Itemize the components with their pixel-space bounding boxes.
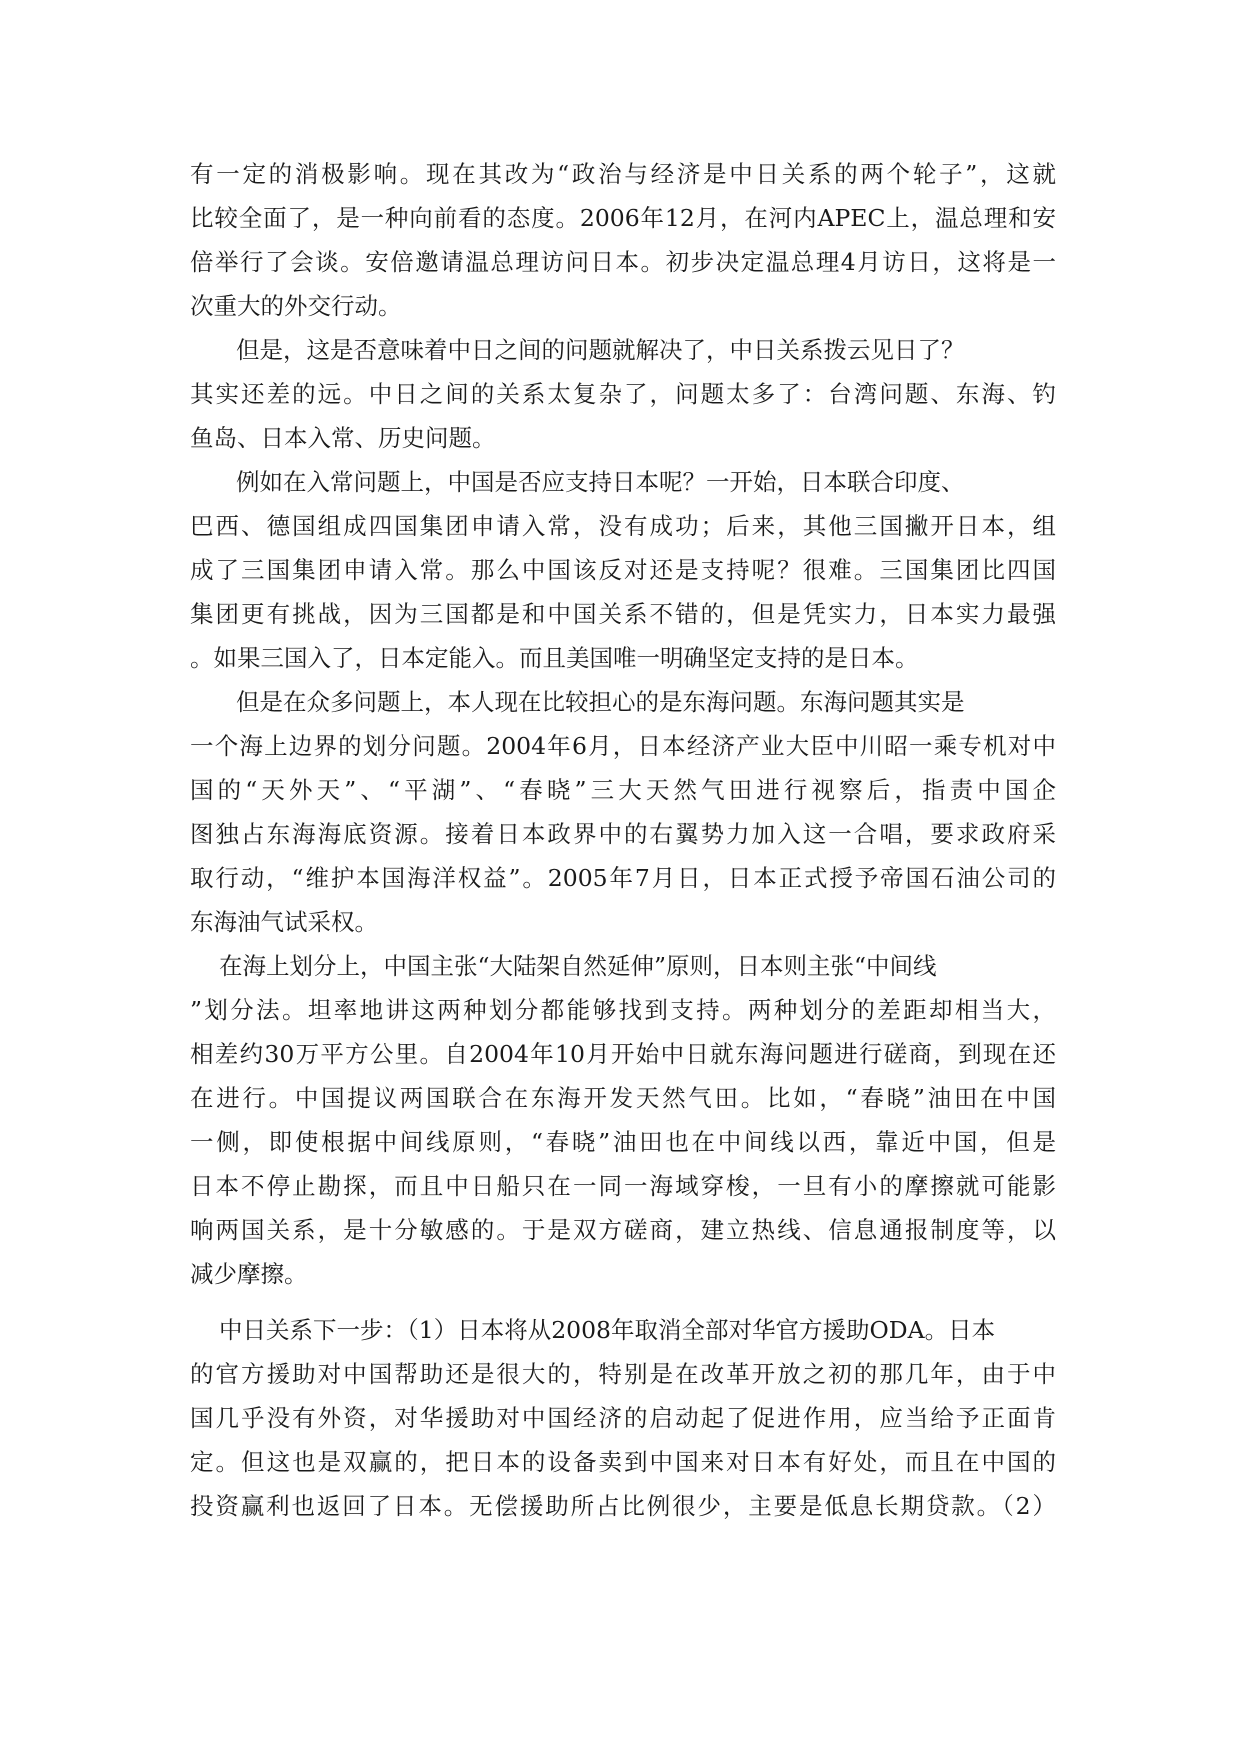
text-line: 一侧，即使根据中间线原则，“春晓”油田也在中间线以西，靠近中国，但是 bbox=[190, 1128, 1056, 1156]
text-line: ”划分法。坦率地讲这两种划分都能够找到支持。两种划分的差距却相当大， bbox=[190, 996, 1056, 1024]
text-line: 倍举行了会谈。安倍邀请温总理访问日本。初步决定温总理4月访日，这将是一 bbox=[190, 248, 1056, 276]
text-line: 有一定的消极影响。现在其改为“政治与经济是中日关系的两个轮子”，这就 bbox=[190, 160, 1056, 188]
text-line: 相差约30万平方公里。自2004年10月开始中日就东海问题进行磋商，到现在还 bbox=[190, 1040, 1056, 1068]
text-line: 的官方援助对中国帮助还是很大的，特别是在改革开放之初的那几年，由于中 bbox=[190, 1360, 1056, 1388]
text-line: 一个海上边界的划分问题。2004年6月，日本经济产业大臣中川昭一乘专机对中 bbox=[190, 732, 1056, 760]
text-line: 图独占东海海底资源。接着日本政界中的右翼势力加入这一合唱，要求政府采 bbox=[190, 820, 1056, 848]
paragraph-3 bbox=[190, 460, 1056, 680]
text-line: 巴西、德国组成四国集团申请入常，没有成功；后来，其他三国撇开日本，组 bbox=[190, 512, 1056, 540]
text-line: 集团更有挑战，因为三国都是和中国关系不错的，但是凭实力，日本实力最强 bbox=[190, 600, 1056, 628]
paragraph-5 bbox=[190, 944, 1056, 1296]
paragraph-4 bbox=[190, 680, 1056, 944]
text-line: 例如在入常问题上，中国是否应支持日本呢？一开始，日本联合印度、 bbox=[236, 468, 965, 496]
text-line: 减少摩擦。 bbox=[190, 1260, 308, 1288]
text-line: 日本不停止勘探，而且中日船只在一同一海域穿梭，一旦有小的摩擦就可能影 bbox=[190, 1172, 1056, 1200]
text-line: 中日关系下一步：（1）日本将从2008年取消全部对华官方援助ODA。日本 bbox=[219, 1316, 996, 1344]
text-line: 比较全面了，是一种向前看的态度。2006年12月，在河内APEC上，温总理和安 bbox=[190, 204, 1056, 232]
text-line: 但是在众多问题上，本人现在比较担心的是东海问题。东海问题其实是 bbox=[236, 688, 965, 716]
paragraph-2 bbox=[190, 328, 1056, 460]
text-line: 在海上划分上，中国主张“大陆架自然延伸”原则，日本则主张“中间线 bbox=[219, 952, 937, 980]
paragraph-6 bbox=[190, 1308, 1056, 1528]
paragraph-1 bbox=[190, 152, 1056, 328]
text-line: 。如果三国入了，日本定能入。而且美国唯一明确坚定支持的是日本。 bbox=[190, 644, 919, 672]
text-line: 成了三国集团申请入常。那么中国该反对还是支持呢？很难。三国集团比四国 bbox=[190, 556, 1056, 584]
text-line: 其实还差的远。中日之间的关系太复杂了，问题太多了：台湾问题、东海、钓 bbox=[190, 380, 1056, 408]
text-line: 定。但这也是双赢的，把日本的设备卖到中国来对日本有好处，而且在中国的 bbox=[190, 1448, 1056, 1476]
text-line: 取行动，“维护本国海洋权益”。2005年7月日，日本正式授予帝国石油公司的 bbox=[190, 864, 1056, 892]
text-line: 但是，这是否意味着中日之间的问题就解决了，中日关系拨云见日了？ bbox=[236, 336, 965, 364]
text-line: 在进行。中国提议两国联合在东海开发天然气田。比如，“春晓”油田在中国 bbox=[190, 1084, 1056, 1112]
text-line: 东海油气试采权。 bbox=[190, 908, 378, 936]
text-line: 国几乎没有外资，对华援助对中国经济的启动起了促进作用，应当给予正面肯 bbox=[190, 1404, 1056, 1432]
text-line: 响两国关系，是十分敏感的。于是双方磋商，建立热线、信息通报制度等，以 bbox=[190, 1216, 1056, 1244]
text-line: 国的“天外天”、“平湖”、“春晓”三大天然气田进行视察后，指责中国企 bbox=[190, 776, 1056, 804]
text-line: 次重大的外交行动。 bbox=[190, 292, 402, 320]
text-line: 投资赢利也返回了日本。无偿援助所占比例很少，主要是低息长期贷款。（2） bbox=[190, 1492, 1056, 1520]
text-line: 鱼岛、日本入常、历史问题。 bbox=[190, 424, 496, 452]
document-page bbox=[190, 152, 1056, 1528]
